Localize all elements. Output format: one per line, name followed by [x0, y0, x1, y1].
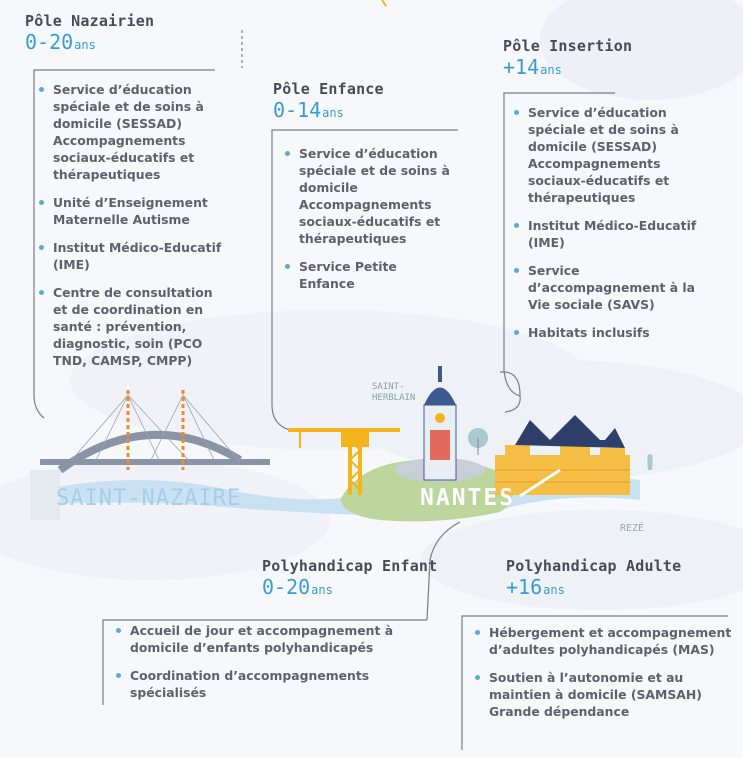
pole-nazairien-list — [37, 81, 227, 380]
pole-polyhandicap-enfant — [262, 557, 437, 602]
item-subtext: Grande dépendance — [489, 704, 630, 719]
place-saint-nazaire: SAINT-NAZAIRE — [56, 486, 242, 511]
item-text: Service Petite Enfance — [299, 259, 397, 291]
age-unit: ans — [543, 583, 565, 597]
age-value: 0-20 — [262, 575, 311, 599]
list-item — [512, 262, 697, 313]
item-text: Soutien à l’autonomie et au maintien à domicile (SAMSAH) — [489, 670, 702, 702]
item-text: Service d’éducation spéciale et de soins à domicile (SESSAD) — [528, 105, 679, 154]
list-item — [37, 239, 227, 273]
age-unit: ans — [311, 583, 333, 597]
age-value: +14 — [503, 55, 540, 79]
pole-enfance-title: Pôle Enfance — [273, 80, 384, 98]
item-text: Accueil de jour et accompagnement à domicile d’enfants polyhandicapés — [130, 623, 394, 655]
saint-herblain-line2: HERBLAIN — [372, 393, 416, 403]
age-value: 0-14 — [273, 98, 322, 122]
list-item — [473, 669, 738, 720]
item-text: Centre de consultation et de coordination en santé : prévention, diagnostic, soin (PCO TND, CAMSP, CMPP) — [53, 285, 213, 368]
list-item — [37, 81, 227, 183]
item-text: Institut Médico-Educatif (IME) — [528, 218, 697, 250]
pole-polyhandicap-adulte — [506, 557, 681, 602]
pole-polyhandicap-enfant-title: Polyhandicap Enfant — [262, 557, 438, 575]
age-value: 0-20 — [25, 30, 74, 54]
item-text: Service d’éducation spéciale et de soins à domicile — [299, 146, 450, 195]
saint-herblain-line1: SAINT- — [372, 382, 405, 392]
pole-insertion-title: Pôle Insertion — [503, 37, 633, 55]
pole-insertion-age — [503, 55, 632, 82]
age-value: +16 — [506, 575, 543, 599]
pole-polyhandicap-adulte-age — [506, 575, 681, 602]
list-item — [512, 217, 697, 251]
list-item — [37, 194, 227, 228]
pole-polyhandicap-enfant-age — [262, 575, 437, 602]
list-item — [512, 104, 697, 206]
pole-polyhandicap-adulte-list — [473, 624, 738, 731]
item-text: Institut Médico-Educatif (IME) — [53, 240, 222, 272]
age-unit: ans — [540, 63, 562, 77]
pole-insertion-list — [512, 104, 697, 352]
item-text: Unité d’Enseignement Maternelle Autisme — [53, 195, 208, 227]
item-text: Service d’accompagnement à la Vie sociale (SAVS) — [528, 263, 696, 312]
pole-enfance — [273, 80, 384, 125]
item-subtext: Accompagnements sociaux-éducatifs et thérapeutiques — [299, 197, 441, 246]
list-item — [283, 145, 453, 247]
pole-nazairien — [25, 12, 154, 57]
pole-nazairien-age — [25, 30, 154, 57]
pole-polyhandicap-enfant-list — [114, 622, 404, 712]
sun-ray-mark — [382, 0, 386, 6]
item-text: Service d’éducation spéciale et de soins à domicile (SESSAD) — [53, 82, 204, 131]
pole-enfance-age — [273, 98, 384, 125]
place-reze: REZÉ — [620, 523, 645, 534]
list-item — [512, 324, 697, 341]
list-item — [473, 624, 738, 658]
list-item — [37, 284, 227, 369]
list-item — [114, 622, 404, 656]
place-nantes: NANTES — [420, 485, 516, 511]
item-subtext: Accompagnements sociaux-éducatifs et thérapeutiques — [528, 156, 670, 205]
item-text: Hébergement et accompagnement d’adultes polyhandicapés (MAS) — [489, 625, 732, 657]
age-unit: ans — [322, 106, 344, 120]
item-text: Coordination d’accompagnements spécialisés — [130, 668, 370, 700]
age-unit: ans — [74, 38, 96, 52]
list-item — [283, 258, 453, 292]
pole-enfance-list — [283, 145, 453, 303]
place-saint-herblain — [372, 382, 415, 404]
pole-nazairien-title: Pôle Nazairien — [25, 12, 155, 30]
item-subtext: Accompagnements sociaux-éducatifs et thérapeutiques — [53, 133, 195, 182]
list-item — [114, 667, 404, 701]
pole-insertion — [503, 37, 632, 82]
pole-polyhandicap-adulte-title: Polyhandicap Adulte — [506, 557, 682, 575]
item-text: Habitats inclusifs — [528, 325, 650, 340]
